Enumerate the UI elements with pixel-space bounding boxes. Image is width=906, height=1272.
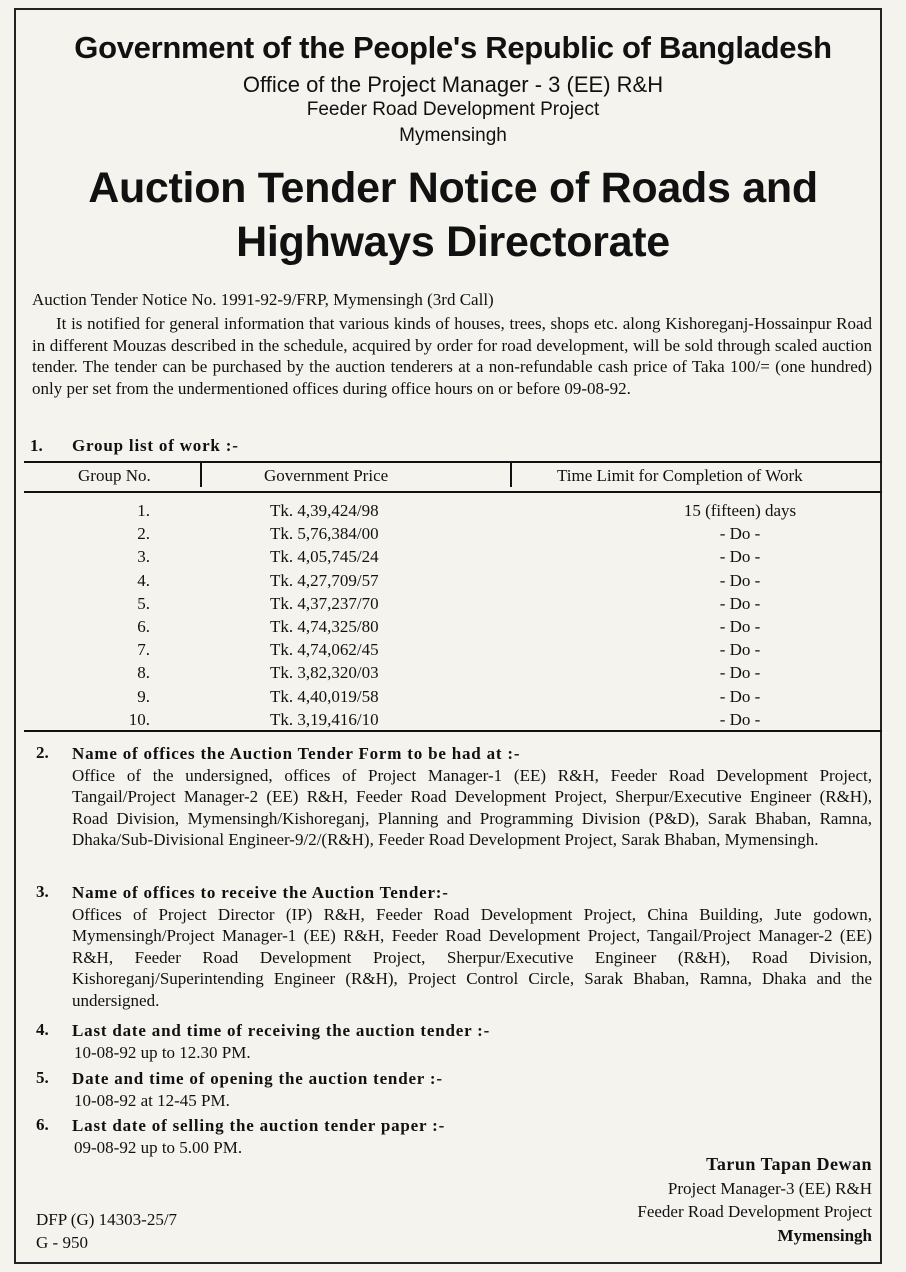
location-heading: Mymensingh <box>399 125 507 146</box>
time-limit-cell: - Do - <box>719 663 761 683</box>
column-divider <box>200 462 202 487</box>
group-no-cell: 10. <box>128 709 150 729</box>
office-heading: Office of the Project Manager - 3 (EE) R&H <box>242 72 664 97</box>
government-heading: Government of the People's Republic of Bangladesh <box>74 30 832 65</box>
group-no-cell: 5. <box>137 593 150 613</box>
notice-title-line1: Auction Tender Notice of Roads and <box>88 164 818 212</box>
price-cell: Tk. 3,19,416/10 <box>270 709 379 729</box>
intro-paragraph: It is notified for general information that various kinds of houses, trees, shops etc. along Kishoreganj-Hossainpur Road in different Mouzas described in the schedule, acquired by order for road development, will be sold through scaled auction tender. The tender can be purchased by the auction tenderers at a non-refundable cash price of Taka 100/= (one hundred) only per set from the undermentioned offices during office hours on or before 09-08-92. <box>32 314 872 398</box>
section-heading: Last date and time of receiving the auction tender :- <box>72 1021 491 1040</box>
time-limit-cell: 15 (fifteen) days <box>683 501 797 520</box>
section-selling-deadline <box>72 1115 872 1158</box>
price-cell: Tk. 3,82,320/03 <box>270 663 379 683</box>
column-header-time: Time Limit for Completion of Work <box>557 466 803 485</box>
g-code: G - 950 <box>36 1233 88 1252</box>
column-divider <box>510 462 512 487</box>
price-cell: Tk. 4,39,424/98 <box>270 501 379 520</box>
group-no-cell: 1. <box>137 501 150 520</box>
section-heading: Name of offices to receive the Auction Tender:- <box>72 883 449 902</box>
group-no-cell: 7. <box>137 640 150 660</box>
section-body: Office of the undersigned, offices of Project Manager-1 (EE) R&H, Feeder Road Development Project, Tangail/Project Manager-2 (EE) R&H, Feeder Road Development Project, Sherpur/Executive Engineer (R&H), Road Division, Mymensingh/Kishoreganj, Planning and Programming Division (P&D), Sarak Bhaban, Ramna, Dhaka/Sub-Divisional Engineer-9/2/(R&H), Feeder Road Development Project, Sarak Bhaban, Mymensingh. <box>72 765 872 849</box>
time-limit-cell: - Do - <box>719 616 761 636</box>
group-no-cell: 4. <box>137 570 150 590</box>
section-number: 5. <box>36 1068 49 1087</box>
column-header-group-no: Group No. <box>78 466 151 485</box>
section-number: 6. <box>36 1115 49 1134</box>
group-no-cell: 2. <box>137 524 150 544</box>
dfp-code: DFP (G) 14303-25/7 <box>36 1210 178 1229</box>
notice-title-line2: Highways Directorate <box>236 218 670 266</box>
section-number: 2. <box>36 743 49 762</box>
group-no-cell: 3. <box>137 547 150 567</box>
section-body: 10-08-92 up to 12.30 PM. <box>74 1042 251 1062</box>
price-cell: Tk. 4,05,745/24 <box>270 547 379 567</box>
group-no-cell: 6. <box>137 616 150 636</box>
price-cell: Tk. 4,27,709/57 <box>270 570 379 590</box>
time-limit-column <box>560 499 906 731</box>
price-cell: Tk. 4,40,019/58 <box>270 686 379 706</box>
signature-block <box>637 1153 872 1247</box>
signatory-location: Mymensingh <box>777 1225 872 1245</box>
price-cell: Tk. 4,74,062/45 <box>270 640 379 660</box>
signatory-name: Tarun Tapan Dewan <box>706 1154 872 1174</box>
table-header-rule <box>24 491 882 493</box>
section-number: 4. <box>36 1020 49 1039</box>
section-heading: Last date of selling the auction tender paper :- <box>72 1116 446 1135</box>
group-no-cell: 9. <box>137 686 150 706</box>
time-limit-cell: - Do - <box>719 547 761 567</box>
time-limit-cell: - Do - <box>719 686 761 706</box>
price-cell: Tk. 4,37,237/70 <box>270 593 379 613</box>
section-opening-time <box>72 1068 872 1111</box>
section-tender-form-offices <box>72 743 872 851</box>
section-body: 09-08-92 up to 5.00 PM. <box>74 1137 243 1157</box>
price-cell: Tk. 5,76,384/00 <box>270 524 379 544</box>
section-body: 10-08-92 at 12-45 PM. <box>74 1090 230 1110</box>
time-limit-cell: - Do - <box>719 524 761 544</box>
time-limit-cell: - Do - <box>719 709 761 729</box>
time-limit-cell: - Do - <box>719 640 761 660</box>
notice-reference: Auction Tender Notice No. 1991-92-9/FRP, Mymensingh (3rd Call) <box>32 290 494 309</box>
section-receiving-deadline <box>72 1020 872 1063</box>
table-top-rule <box>24 461 882 463</box>
column-header-price: Government Price <box>264 466 389 485</box>
section-number: 3. <box>36 882 49 901</box>
signatory-project: Feeder Road Development Project <box>637 1202 872 1221</box>
price-column <box>270 499 470 731</box>
table-bottom-rule <box>24 730 882 732</box>
section-heading: Name of offices the Auction Tender Form to be had at :- <box>72 744 521 763</box>
group-no-column <box>60 499 150 731</box>
section-heading: Date and time of opening the auction tender :- <box>72 1069 443 1088</box>
signatory-designation: Project Manager-3 (EE) R&H <box>667 1178 872 1198</box>
price-cell: Tk. 4,74,325/80 <box>270 616 379 636</box>
project-heading: Feeder Road Development Project <box>306 99 600 120</box>
section-body: Offices of Project Director (IP) R&H, Feeder Road Development Project, China Building, Jute godown, Mymensingh/Project Manager-1 (EE) R&H, Feeder Road Development Project, Tangail/Project Manager-2 (EE) R&H, Feeder Road Development Project, Sherpur/Executive Engineer (R&H), Road Division, Kishoreganj/Superintending Engineer (R&H), Project Control Circle, Sarak Bhaban, Ramna, Dhaka and the undersigned. <box>72 904 872 1010</box>
section-heading-group-list: Group list of work :- <box>72 436 239 455</box>
time-limit-cell: - Do - <box>719 570 761 590</box>
section-number: 1. <box>30 436 43 455</box>
group-no-cell: 8. <box>137 663 150 683</box>
time-limit-cell: - Do - <box>719 593 761 613</box>
section-receiving-offices <box>72 882 872 1011</box>
